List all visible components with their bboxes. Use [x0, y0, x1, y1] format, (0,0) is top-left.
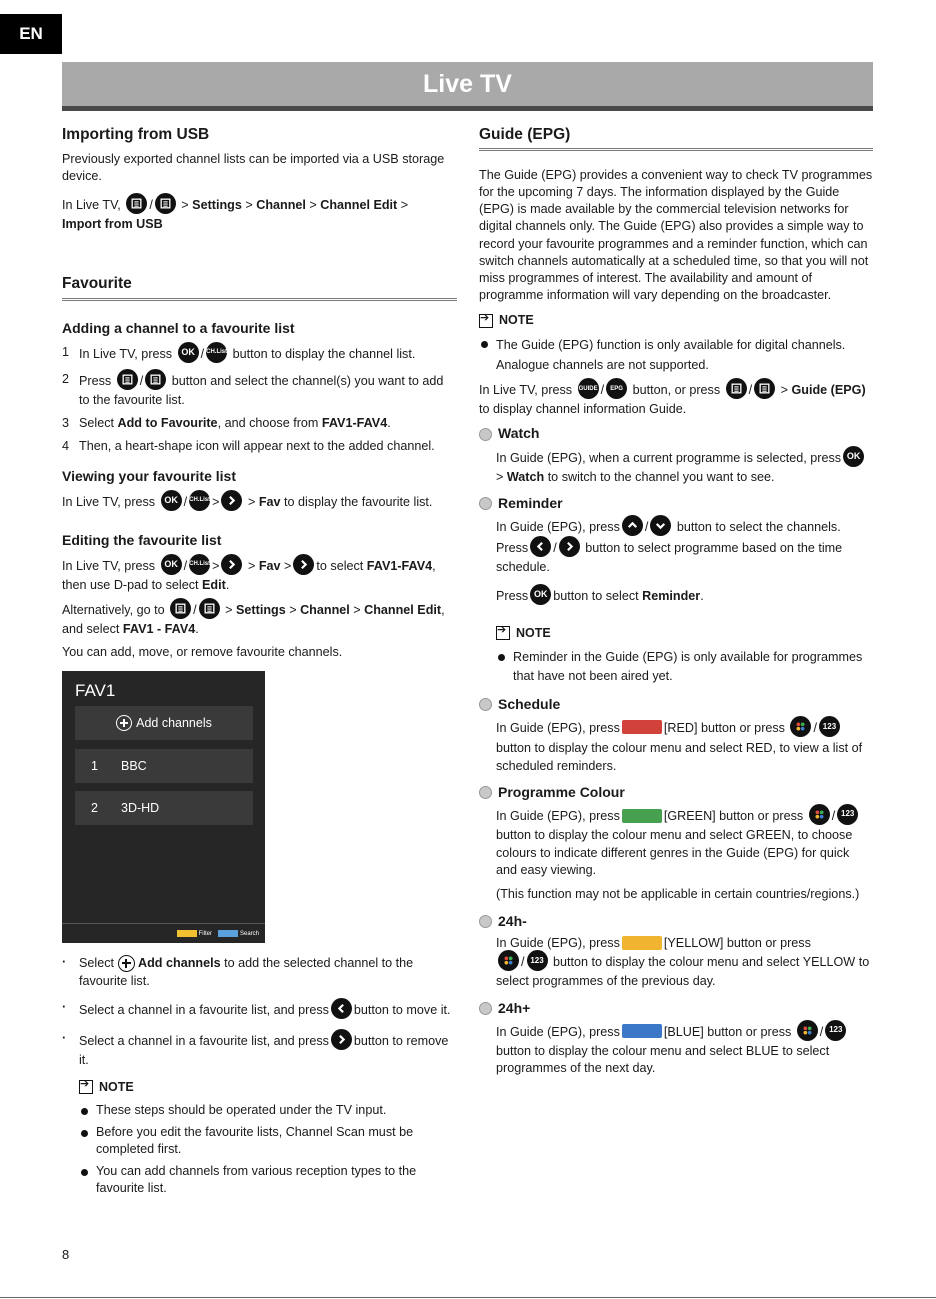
guide-intro: The Guide (EPG) provides a convenient way to check TV programmes for the upcoming 7 days. The information displayed by the Guide (EPG) is made available by the commercial television networks for digital channels only. The Guide (EPG) also provides a simple way to record your favourite programmes and a reminder function, which can switch channels automatically at a scheduled time, so that you will not miss programmes of interest. The availability and amount of programme information will vary depending on the broadcaster. — [479, 168, 873, 302]
page-banner: Live TV — [62, 62, 873, 111]
number-keys-icon: 123 — [527, 950, 548, 971]
colour-keys-icon — [498, 950, 519, 971]
chevron-right-icon — [221, 554, 242, 575]
favourite-heading: Favourite — [62, 273, 457, 300]
number-keys-icon: 123 — [825, 1020, 846, 1041]
importing-body: Previously exported channel lists can be imported via a USB storage device. — [62, 152, 445, 184]
bullet-dot — [479, 698, 492, 711]
note-heading: ➔ NOTE — [79, 1079, 457, 1096]
note-heading: ➔ NOTE — [496, 625, 873, 642]
red-key-icon — [622, 720, 662, 734]
note-heading: ➔ NOTE — [479, 312, 873, 329]
ch-list-icon: CH.List — [189, 554, 210, 575]
editing-alternative: Alternatively, go to / > Settings > Channel > Channel Edit, and select FAV1 - FAV4. — [62, 600, 457, 638]
ok-icon: OK — [161, 554, 182, 575]
chevron-down-icon — [650, 515, 671, 536]
list-item: These steps should be operated under the TV input. — [79, 1102, 457, 1119]
list-item: Reminder in the Guide (EPG) is only available for programmes that have not been aired yet. — [496, 648, 873, 687]
chevron-left-icon — [530, 536, 551, 557]
viewing-body: In Live TV, press OK / CH.List > > Fav to display the favourite list. — [62, 492, 457, 513]
fav-panel-title: FAV1 — [75, 681, 116, 701]
menu-icon — [170, 598, 191, 619]
programme-colour-section: Programme Colour In Guide (EPG), press [GREEN] button or press / 123 button to display the colour menu and select GREEN, to choose colours to indicate different genres in the Guide (EPG) for quick and easy viewing. (This function may not be applicable in certain countries/regions.) — [479, 783, 873, 904]
note-icon — [479, 314, 493, 328]
colour-keys-icon — [790, 716, 811, 737]
list-item: · Select Add channels to add the selected channel to the favourite list. — [62, 955, 457, 989]
add-channels-button[interactable]: Add channels — [75, 706, 253, 740]
menu-icon — [155, 193, 176, 214]
fav-note — [62, 1079, 457, 1198]
note-icon — [496, 626, 510, 640]
right-column — [479, 124, 873, 1085]
bullet-dot — [479, 497, 492, 510]
yellow-key-icon — [622, 936, 662, 950]
schedule-section: Schedule In Guide (EPG), press [RED] button or press / 123 button to display the colour menu and select RED, to view a list of scheduled reminders. — [479, 695, 873, 776]
search-hint[interactable]: Search — [218, 930, 259, 938]
guide-heading: Guide (EPG) — [479, 124, 873, 151]
chevron-right-icon — [331, 1029, 352, 1050]
list-item: · Select a channel in a favourite list, and press button to remove it. — [62, 1031, 457, 1069]
editing-body: In Live TV, press OK / CH.List > > Fav > to select FAV1-FAV4, then use D-pad to select Edit. — [62, 556, 457, 594]
chevron-left-icon — [331, 998, 352, 1019]
editing-heading: Editing the favourite list — [62, 531, 222, 548]
list-item: 1 In Live TV, press OK / CH.List button to display the channel list. — [62, 344, 457, 365]
blue-key-icon — [622, 1024, 662, 1038]
plus-circle-icon — [118, 955, 135, 972]
bullet-dot — [479, 1002, 492, 1015]
filter-hint[interactable]: Filter — [177, 930, 212, 938]
list-item: The Guide (EPG) function is only available for digital channels. Analogue channels are not supported. — [479, 335, 873, 375]
epg-icon: EPG — [606, 378, 627, 399]
adding-heading: Adding a channel to a favourite list — [62, 319, 295, 336]
list-item: · Select a channel in a favourite list, and press button to move it. — [62, 1000, 457, 1021]
minus-24h-section: 24h- In Guide (EPG), press [YELLOW] button or press / 123 button to display the colour menu and select YELLOW to select programmes of the previous day. — [479, 912, 873, 990]
green-key-icon — [622, 809, 662, 823]
chevron-right-icon — [221, 490, 242, 511]
colour-keys-icon — [797, 1020, 818, 1041]
chevron-right-icon — [293, 554, 314, 575]
left-column — [62, 124, 457, 1202]
bottom-rule — [0, 1297, 936, 1298]
list-item: 4 Then, a heart-shape icon will appear next to the added channel. — [62, 438, 435, 453]
watch-section: Watch In Guide (EPG), when a current programme is selected, press OK > Watch to switch to the channel you want to see. — [479, 424, 873, 485]
language-tab: EN — [0, 14, 62, 54]
plus-24h-section: 24h+ In Guide (EPG), press [BLUE] button or press / 123 button to display the colour menu and select BLUE to select programmes of the next day. — [479, 999, 873, 1077]
menu-icon — [117, 369, 138, 390]
note-icon — [79, 1080, 93, 1094]
list-item: 3 Select Add to Favourite, and choose from FAV1-FAV4. — [62, 415, 391, 430]
importing-path: In Live TV, / > Settings > Channel > Channel Edit > Import from USB — [62, 195, 457, 233]
guide-access: In Live TV, press GUIDE / EPG button, or press / > Guide (EPG) to display channel information Guide. — [479, 380, 873, 418]
fav-panel-footer — [62, 923, 265, 943]
menu-icon — [199, 598, 220, 619]
chevron-up-icon — [622, 515, 643, 536]
menu-icon — [126, 193, 147, 214]
viewing-heading: Viewing your favourite list — [62, 467, 237, 484]
ch-list-icon: CH.List — [189, 490, 210, 511]
reminder-section: Reminder In Guide (EPG), press / button to select the channels. Press / button to select programme based on the time schedule. Press OK button to select Reminder. ➔ NOTE Reminder in the Guide (EPG) is only available for programmes that have not been aired yet. — [479, 494, 873, 687]
bullet-dot — [479, 786, 492, 799]
menu-icon — [145, 369, 166, 390]
ch-list-icon: CH.List — [206, 342, 227, 363]
list-item: Before you edit the favourite lists, Channel Scan must be completed first. — [79, 1124, 457, 1158]
fav-bullets — [62, 955, 457, 1068]
number-keys-icon: 123 — [819, 716, 840, 737]
colour-keys-icon — [809, 804, 830, 825]
ok-icon: OK — [530, 584, 551, 605]
bullet-dot — [479, 915, 492, 928]
editing-can: You can add, move, or remove favourite channels. — [62, 645, 343, 660]
number-keys-icon: 123 — [837, 804, 858, 825]
list-item: 2 Press / button and select the channel(s) you want to add to the favourite list. — [62, 371, 457, 409]
importing-heading: Importing from USB — [62, 126, 210, 143]
adding-steps — [62, 344, 457, 455]
guide-icon: GUIDE — [578, 378, 599, 399]
list-item: You can add channels from various reception types to the favourite list. — [79, 1163, 457, 1197]
ok-icon: OK — [843, 446, 864, 467]
guide-note — [479, 335, 873, 375]
channel-row[interactable]: 2 3D-HD — [75, 791, 253, 825]
bullet-dot — [479, 428, 492, 441]
fav-list-screenshot — [62, 671, 265, 943]
ok-icon: OK — [161, 490, 182, 511]
menu-icon — [726, 378, 747, 399]
chevron-right-icon — [559, 536, 580, 557]
menu-icon — [754, 378, 775, 399]
page-number: 8 — [62, 1247, 70, 1262]
channel-row[interactable]: 1 BBC — [75, 749, 253, 783]
plus-circle-icon — [116, 715, 132, 731]
ok-icon: OK — [178, 342, 199, 363]
